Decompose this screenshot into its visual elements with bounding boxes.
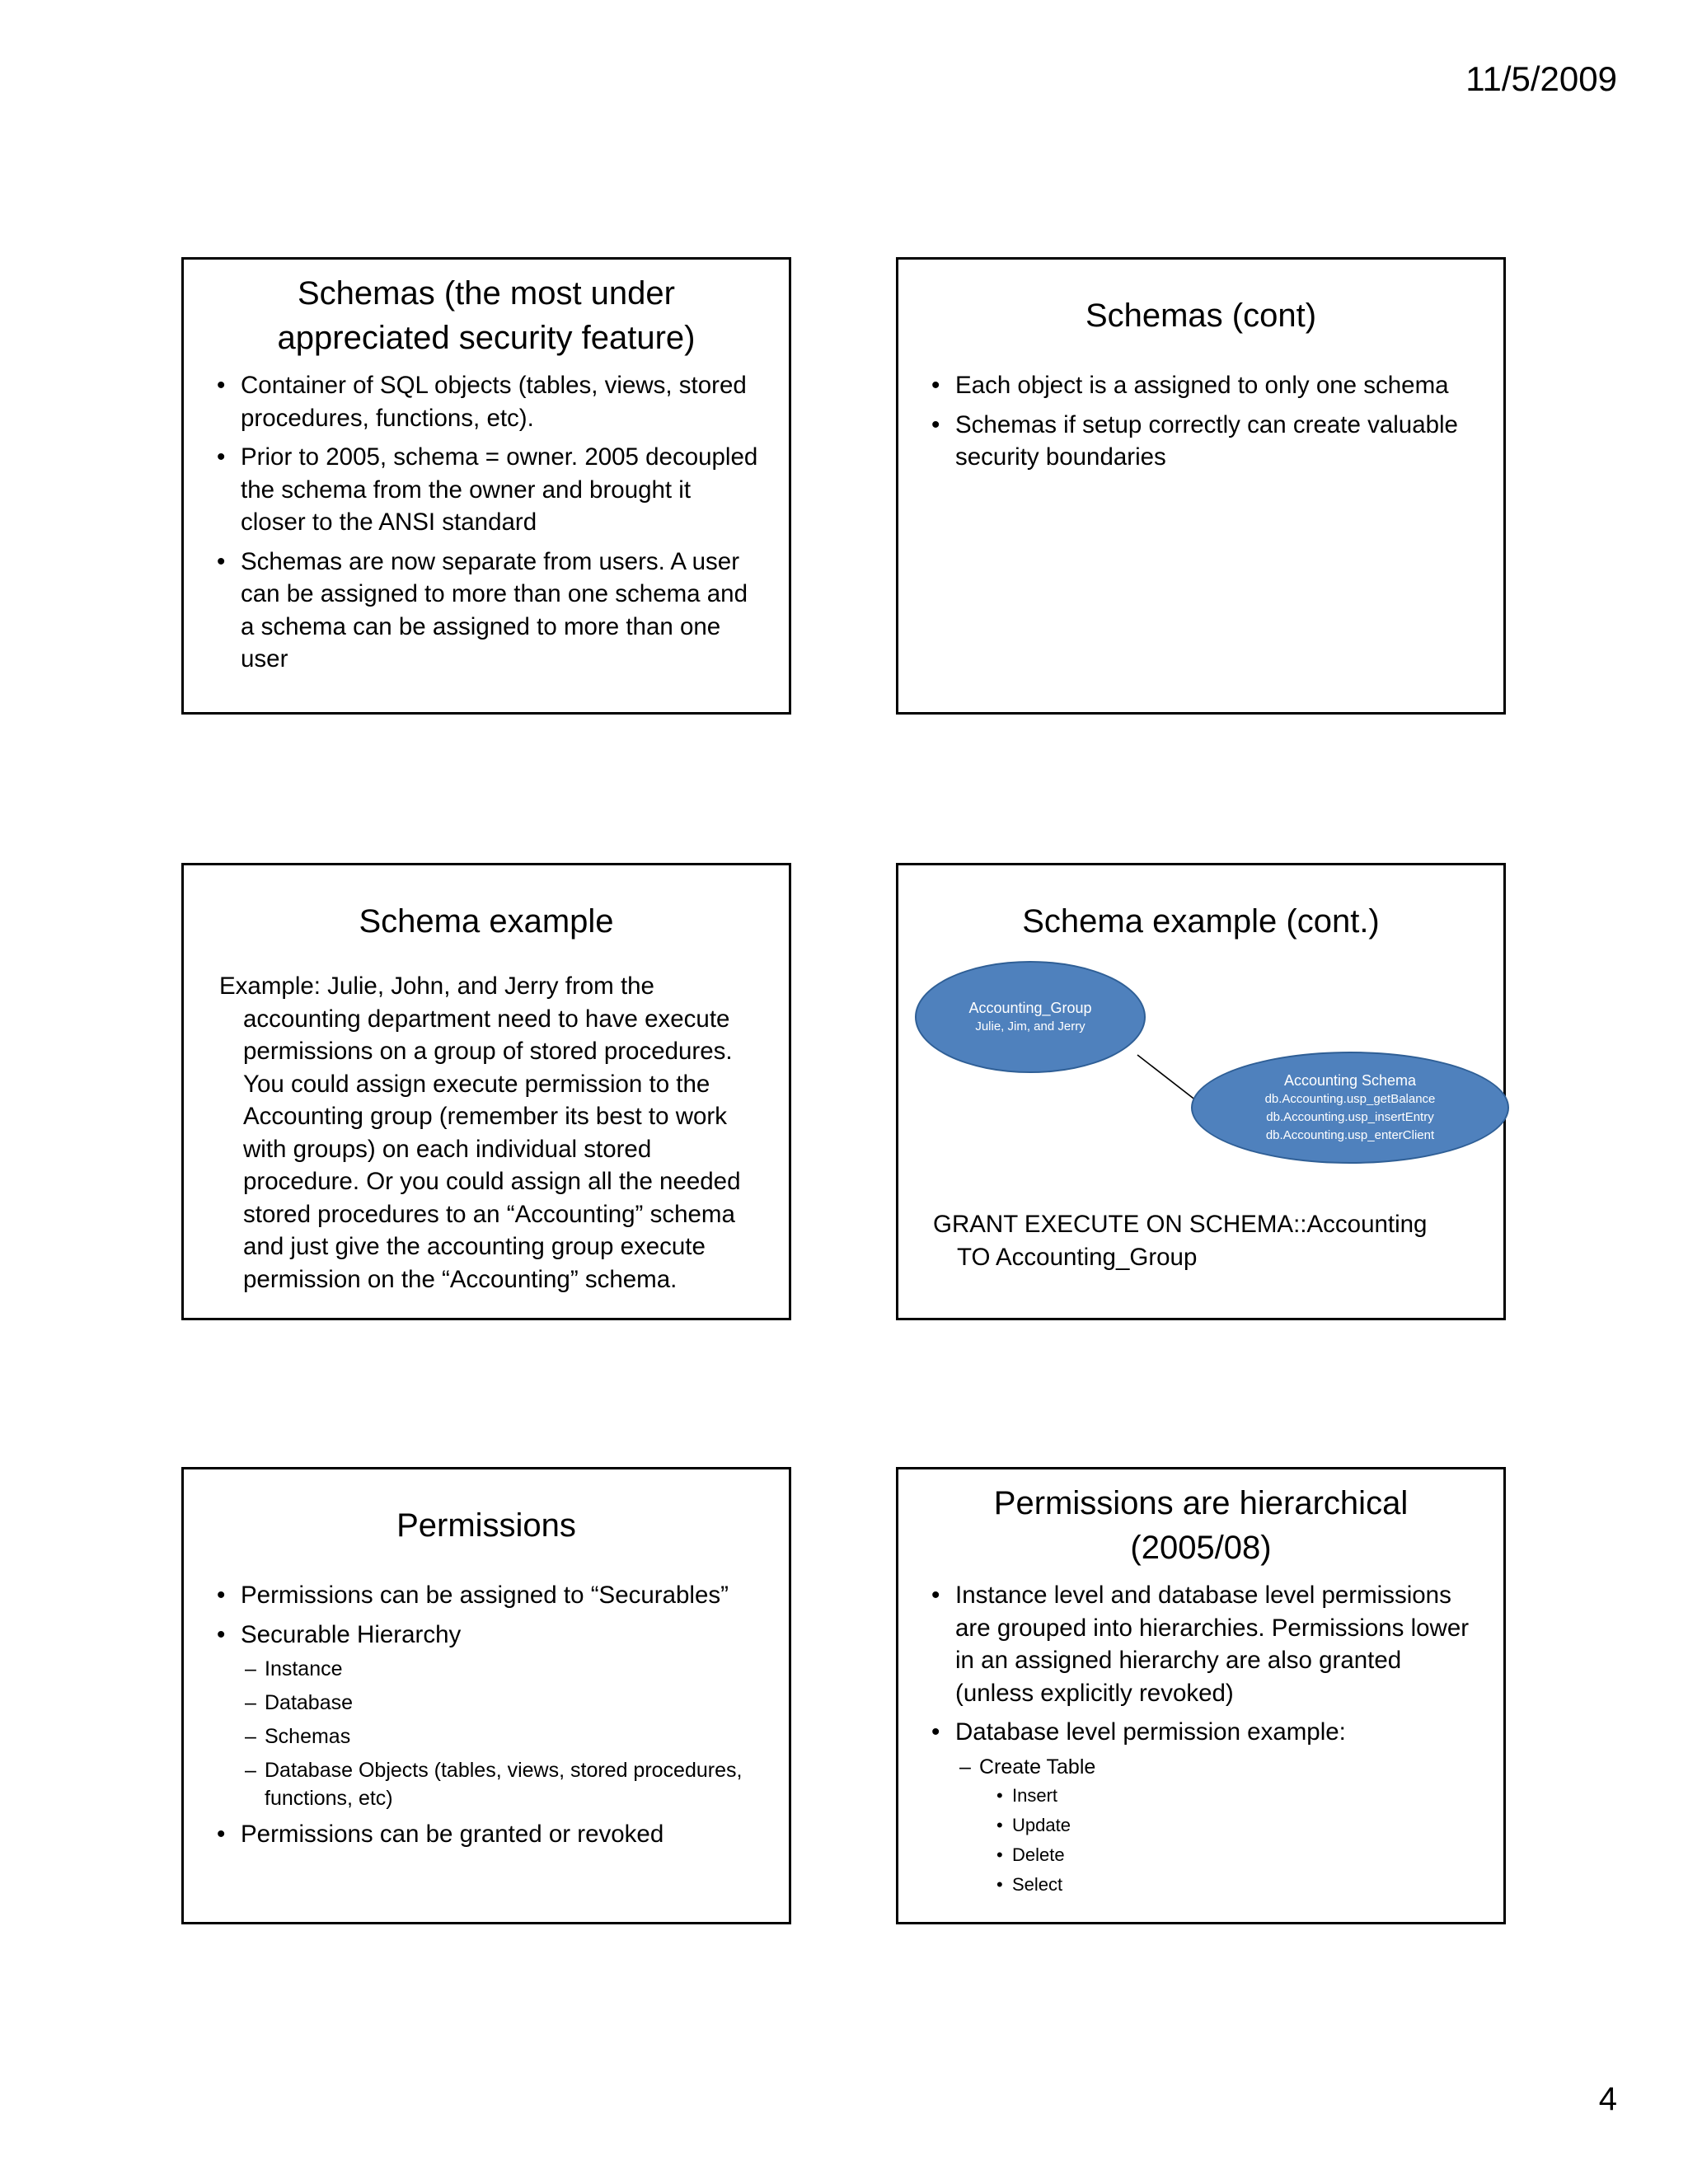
sub-sub-bullet: • Select [931, 1872, 1474, 1897]
slide-body [931, 1579, 1474, 1901]
schema-name: Accounting Schema [1283, 1072, 1417, 1089]
slide-body [931, 369, 1474, 480]
bullet: • Securable Hierarchy [217, 1619, 759, 1652]
accounting-schema-ellipse [1191, 1052, 1509, 1164]
schema-proc: db.Accounting.usp_enterClient [1265, 1128, 1435, 1142]
group-members: Julie, Jim, and Jerry [975, 1019, 1085, 1033]
slide-body [219, 970, 759, 1296]
slide-body [217, 1579, 759, 1858]
sub-bullet: – Database [245, 1691, 354, 1714]
slide-title: Permissions [396, 1507, 576, 1544]
sub-sub-bullet: • Delete [931, 1842, 1474, 1868]
slide-body [933, 1208, 1454, 1273]
sub-sub-bullet: • Insert [931, 1783, 1474, 1808]
sub-bullet: – Instance [245, 1657, 343, 1680]
bullet: • Permissions can be assigned to “Securables” [217, 1579, 759, 1612]
schema-proc: db.Accounting.usp_insertEntry [1266, 1110, 1434, 1124]
accounting-group-ellipse [915, 961, 1146, 1073]
slide-schemas [181, 257, 791, 715]
slide-title: Schema example [359, 903, 614, 940]
slide-permissions [181, 1467, 791, 1924]
slide-title: Permissions are hierarchical (2005/08) [993, 1485, 1409, 1566]
print-date: 11/5/2009 [1465, 59, 1617, 98]
sub-bullet: – Database Objects (tables, views, stored procedures, functions, etc) [245, 1759, 743, 1810]
slide-permissions-hierarchical [896, 1467, 1506, 1924]
bullet: • Schemas are now separate from users. A user can be assigned to more than one schema and a schema can be assigned to more than one user [217, 546, 759, 676]
slide-title: Schemas (the most under appreciated security feature) [277, 275, 696, 356]
slide-title: Schemas (cont) [1085, 298, 1317, 334]
schema-proc: db.Accounting.usp_getBalance [1264, 1092, 1436, 1106]
bullet: • Each object is a assigned to only one schema [931, 369, 1474, 402]
slide-schemas-cont [896, 257, 1506, 715]
group-name: Accounting_Group [968, 1000, 1092, 1016]
bullet: • Instance level and database level permissions are grouped into hierarchies. Permissions lower in an assigned hierarchy are also granted (unless explicitly revoked) [931, 1579, 1474, 1709]
sub-bullet: – Schemas [245, 1725, 351, 1748]
slide-title: Schema example (cont.) [1022, 903, 1380, 940]
slide-schema-example-cont [896, 863, 1506, 1320]
page-number: 4 [1598, 2081, 1617, 2117]
slide-body [217, 369, 759, 682]
bullet: • Container of SQL objects (tables, views, stored procedures, functions, etc). [217, 369, 759, 434]
bullet: • Schemas if setup correctly can create valuable security boundaries [931, 409, 1474, 474]
bullet: • Prior to 2005, schema = owner. 2005 decoupled the schema from the owner and brought it closer to the ANSI standard [217, 441, 759, 539]
sub-sub-bullet: • Update [931, 1812, 1474, 1838]
example-paragraph: Example: Julie, John, and Jerry from the accounting department need to have execute permissions on a group of stored procedures. You could assign execute permission to the Accounting group (remember its best to work with groups) on each individual stored procedure. Or you could assign all the needed stored procedures to an “Accounting” schema and just give the accounting group execute permission on the “Accounting” schema. [219, 972, 741, 1293]
bullet: • Permissions can be granted or revoked [217, 1818, 759, 1851]
bullet: • Database level permission example: [931, 1716, 1474, 1749]
sub-bullet: – Create Table [959, 1755, 1096, 1779]
slide-schema-example [181, 863, 791, 1320]
grant-statement: GRANT EXECUTE ON SCHEMA::Accounting TO Accounting_Group [933, 1211, 1428, 1271]
